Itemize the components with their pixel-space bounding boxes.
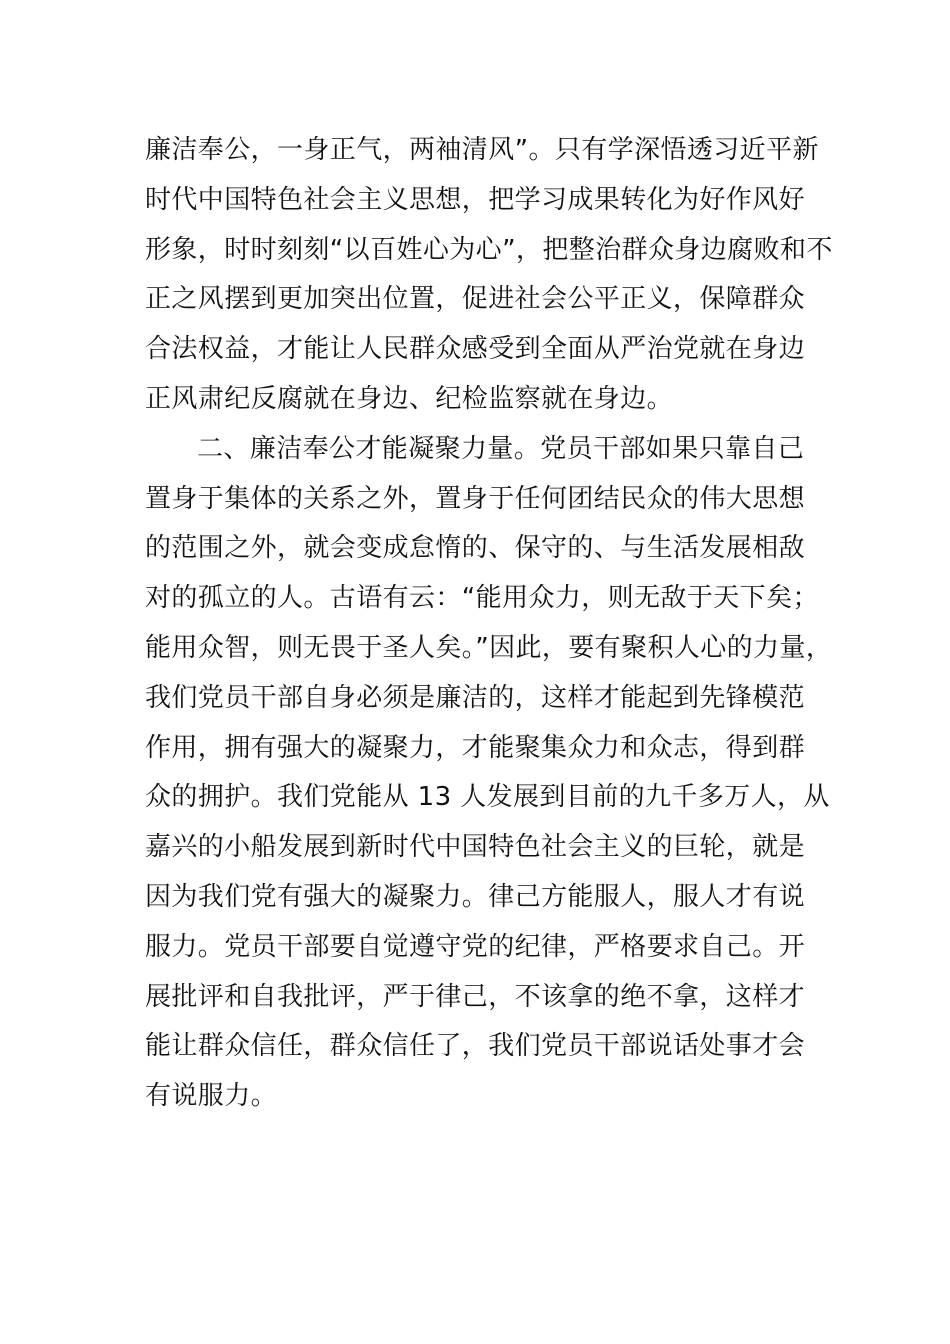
text-line: 二、廉洁奉公才能凝聚力量。党员干部如果只靠自己: [197, 433, 805, 464]
text-line: 服力。党员干部要自觉遵守党的纪律，严格要求自己。开: [145, 931, 806, 962]
text-line: 嘉兴的小船发展到新时代中国特色社会主义的巨轮，就是: [145, 832, 806, 863]
text-line: 作用，拥有强大的凝聚力，才能聚集众力和众志，得到群: [145, 732, 806, 763]
text-line: 形象，时时刻刻“以百姓心为心”，把整治群众身边腐败和不: [145, 234, 833, 265]
text-line: 展批评和自我批评，严于律己，不该拿的绝不拿，这样才: [145, 981, 806, 1012]
text-line: 正之风摆到更加突出位置，促进社会公平正义，保障群众: [145, 284, 806, 315]
text-line: 能让群众信任，群众信任了，我们党员干部说话处事才会: [145, 1031, 806, 1062]
text-line: 正风肃纪反腐就在身边、纪检监察就在身边。: [145, 383, 674, 414]
text-line: 我们党员干部自身必须是廉洁的，这样才能起到先锋模范: [145, 682, 806, 713]
text-line: 众的拥护。我们党能从 13 人发展到目前的九千多万人，从: [145, 782, 830, 813]
paragraph-1: [145, 126, 845, 425]
text-line: 因为我们党有强大的凝聚力。律己方能服人，服人才有说: [145, 881, 806, 912]
body-text: [145, 126, 845, 1122]
text-line: 的范围之外，就会变成怠惰的、保守的、与生活发展相敌: [145, 533, 806, 564]
text-line: 对的孤立的人。古语有云：“能用众力，则无敌于天下矣；: [145, 583, 819, 614]
text-line: 廉洁奉公，一身正气，两袖清风”。只有学深悟透习近平新: [145, 135, 819, 165]
text-line: 时代中国特色社会主义思想，把学习成果转化为好作风好: [145, 184, 806, 215]
text-line: 有说服力。: [145, 1081, 278, 1112]
text-line: 能用众智，则无畏于圣人矣。”因此，要有聚积人心的力量，: [145, 632, 833, 663]
text-line: 合法权益，才能让人民群众感受到全面从严治党就在身边: [145, 334, 806, 365]
paragraph-2: [145, 425, 845, 1122]
text-line: 置身于集体的关系之外，置身于任何团结民众的伟大思想: [145, 483, 806, 514]
